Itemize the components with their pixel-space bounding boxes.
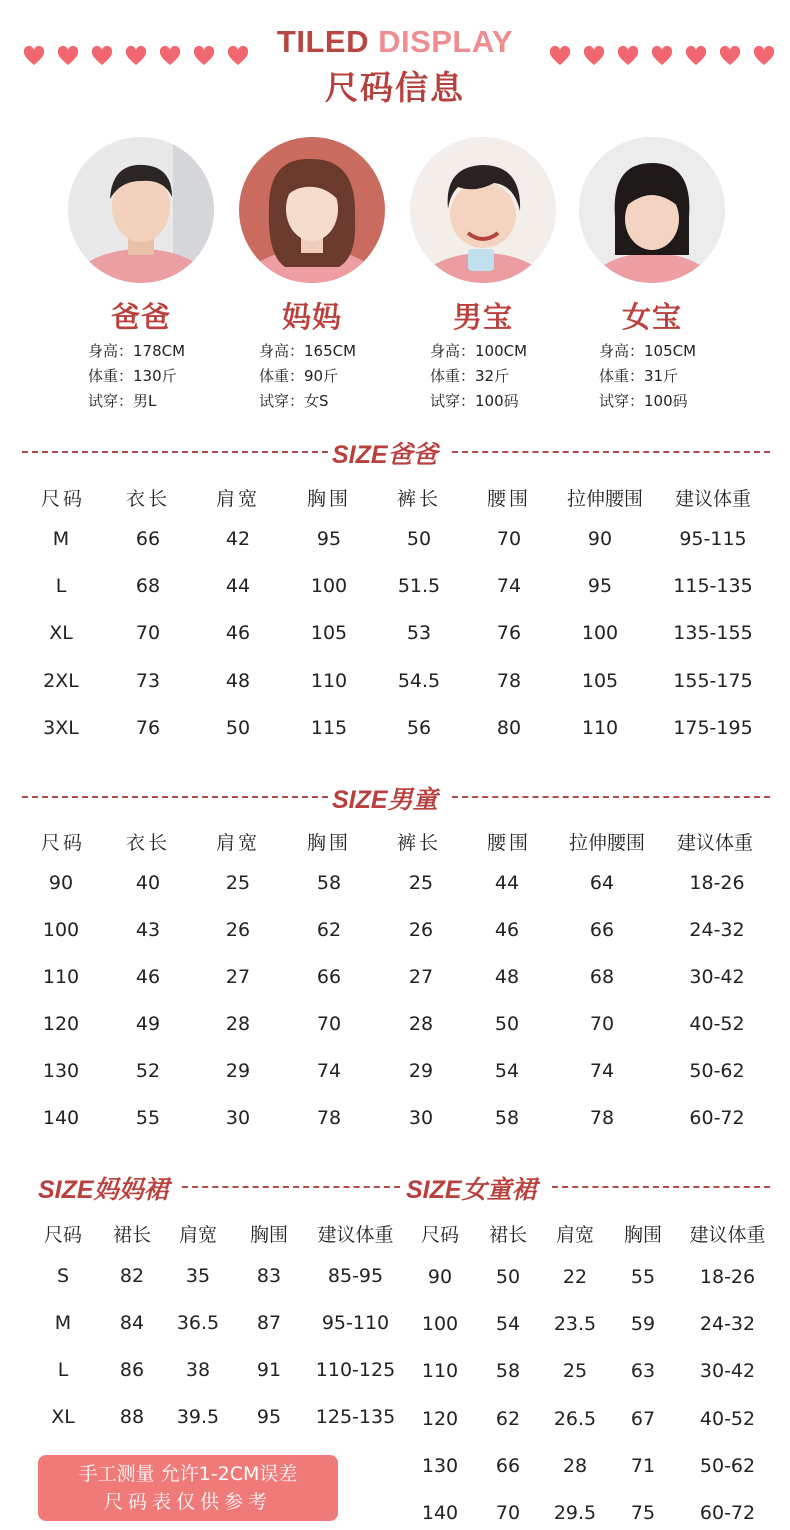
model-tried: 试穿：100码 <box>599 392 688 410</box>
model-role: 男宝 <box>452 300 513 334</box>
note-line-2: 尺码表仅供参考 <box>103 1491 272 1513</box>
table-cell: 100 <box>421 1313 459 1335</box>
table-cell: 110 <box>310 670 348 692</box>
model-stats <box>259 339 356 414</box>
table-header-row <box>400 1220 790 1250</box>
table-cell: 58 <box>316 872 342 894</box>
table-cell: 63 <box>630 1360 656 1382</box>
table-row <box>400 1309 790 1339</box>
table-cell: 90 <box>587 528 613 550</box>
model-role: 爸爸 <box>110 300 171 334</box>
table-cell: L <box>57 1359 69 1381</box>
header-cell: 衣长 <box>125 832 170 854</box>
table-cell: 87 <box>256 1312 282 1334</box>
table-cell: 26 <box>408 919 434 941</box>
table-cell: 24-32 <box>689 919 745 941</box>
model-height: 身高：105CM <box>599 342 697 360</box>
avatar <box>579 137 725 283</box>
table-cell: 50 <box>225 717 251 739</box>
header-cell: 胸围 <box>306 488 351 510</box>
table-cell: M <box>52 528 70 550</box>
dashed-divider <box>22 796 328 798</box>
girl-photo <box>579 137 725 283</box>
table-cell: 110 <box>421 1360 459 1382</box>
table-cell: 25 <box>225 872 251 894</box>
table-cell: 27 <box>225 966 251 988</box>
table-cell: 120 <box>421 1408 459 1430</box>
table-cell: 80 <box>496 717 522 739</box>
table-row <box>0 1402 410 1432</box>
table-cell: 64 <box>589 872 615 894</box>
table-cell: 100 <box>310 575 348 597</box>
table-cell: 30 <box>225 1107 251 1129</box>
table-cell: 55 <box>135 1107 161 1129</box>
table-cell: M <box>54 1312 72 1334</box>
table-row <box>0 1009 790 1039</box>
table-cell: 74 <box>316 1060 342 1082</box>
header-cell: 裙长 <box>112 1224 151 1246</box>
table-cell: 40-52 <box>689 1013 745 1035</box>
table-cell: 18-26 <box>689 872 745 894</box>
header-title-en <box>0 24 790 60</box>
table-cell: 46 <box>494 919 520 941</box>
table-cell: 18-26 <box>699 1266 756 1288</box>
table-row <box>0 1056 790 1086</box>
table-cell: 24-32 <box>699 1313 756 1335</box>
table-cell: 50 <box>495 1266 521 1288</box>
table-cell: 46 <box>225 622 251 644</box>
table-cell: 140 <box>421 1502 459 1524</box>
header-cell: 肩宽 <box>215 832 260 854</box>
table-cell: 54 <box>495 1313 521 1335</box>
header-cell: 胸围 <box>306 832 351 854</box>
table-cell: 155-175 <box>673 670 753 692</box>
table-cell: 86 <box>119 1359 145 1381</box>
table-cell: 95 <box>256 1406 282 1428</box>
table-cell: 40-52 <box>699 1408 756 1430</box>
table-cell: 66 <box>589 919 615 941</box>
table-cell: 35 <box>185 1265 211 1287</box>
model-tried: 试穿：100码 <box>430 392 519 410</box>
table-cell: S <box>56 1265 70 1287</box>
table-cell: 100 <box>42 919 80 941</box>
model-role: 女宝 <box>621 300 682 334</box>
table-cell: 110 <box>42 966 80 988</box>
table-row <box>0 1308 410 1338</box>
girl-size-table <box>400 1220 790 1530</box>
table-cell: 76 <box>135 717 161 739</box>
model-weight: 体重：31斤 <box>599 367 679 385</box>
table-cell: 28 <box>562 1455 588 1477</box>
mom-size-table <box>0 1220 410 1440</box>
table-cell: L <box>55 575 67 597</box>
avatar <box>410 137 556 283</box>
model-weight: 体重：32斤 <box>430 367 510 385</box>
table-cell: 70 <box>495 1502 521 1524</box>
table-cell: 53 <box>406 622 432 644</box>
table-cell: 95 <box>587 575 613 597</box>
table-cell: 66 <box>135 528 161 550</box>
model-height: 身高：178CM <box>88 342 186 360</box>
table-cell: 110 <box>581 717 619 739</box>
header-title-cn: 尺码信息 <box>325 68 465 107</box>
model-height: 身高：100CM <box>430 342 528 360</box>
table-row <box>0 618 790 648</box>
table-row <box>0 1103 790 1133</box>
model-weight: 体重：90斤 <box>259 367 339 385</box>
dashed-divider <box>452 796 770 798</box>
table-cell: 51.5 <box>397 575 441 597</box>
table-cell: 95 <box>316 528 342 550</box>
table-row <box>0 868 790 898</box>
table-cell: 130 <box>421 1455 459 1477</box>
table-cell: 23.5 <box>553 1313 597 1335</box>
table-cell: 73 <box>135 670 161 692</box>
dashed-divider <box>552 1186 770 1188</box>
table-cell: 50 <box>406 528 432 550</box>
table-row <box>0 1261 410 1291</box>
table-header-row <box>0 1220 410 1250</box>
table-cell: 48 <box>225 670 251 692</box>
table-cell: 54.5 <box>397 670 441 692</box>
table-cell: 60-72 <box>699 1502 756 1524</box>
table-cell: 70 <box>316 1013 342 1035</box>
model-tried: 试穿：女S <box>259 392 329 410</box>
table-cell: 39.5 <box>176 1406 220 1428</box>
table-cell: 29.5 <box>553 1502 597 1524</box>
table-cell: 71 <box>630 1455 656 1477</box>
table-cell: 2XL <box>43 670 79 692</box>
table-cell: 91 <box>256 1359 282 1381</box>
table-cell: 68 <box>589 966 615 988</box>
table-cell: 84 <box>119 1312 145 1334</box>
header-cell: 尺码 <box>420 1224 459 1246</box>
table-row <box>400 1498 790 1528</box>
table-cell: 36.5 <box>176 1312 220 1334</box>
header-cell: 尺码 <box>40 832 85 854</box>
table-cell: 30-42 <box>699 1360 756 1382</box>
table-row <box>400 1356 790 1386</box>
mom-photo <box>239 137 385 283</box>
table-cell: 3XL <box>43 717 79 739</box>
table-cell: 115 <box>310 717 348 739</box>
table-row <box>400 1404 790 1434</box>
table-cell: 26.5 <box>553 1408 597 1430</box>
table-cell: 50 <box>494 1013 520 1035</box>
dashed-divider <box>22 451 328 453</box>
boy-photo <box>410 137 556 283</box>
table-cell: 75 <box>630 1502 656 1524</box>
model-tried: 试穿：男L <box>88 392 157 410</box>
table-cell: 54 <box>494 1060 520 1082</box>
header-cell: 衣长 <box>125 488 170 510</box>
table-cell: 30 <box>408 1107 434 1129</box>
model-stats <box>599 339 696 414</box>
table-header-row <box>0 828 790 858</box>
table-cell: 95-110 <box>321 1312 390 1334</box>
table-cell: 67 <box>630 1408 656 1430</box>
dashed-divider <box>452 451 770 453</box>
dad-size-table <box>0 484 790 744</box>
table-cell: 74 <box>496 575 522 597</box>
table-row <box>0 915 790 945</box>
header-cell: 建议体重 <box>317 1224 394 1246</box>
boy-table-title: SIZE男童 <box>332 786 438 814</box>
note-line-1: 手工测量 允许1-2CM误差 <box>78 1463 298 1485</box>
boy-size-table <box>0 828 790 1138</box>
table-cell: 70 <box>496 528 522 550</box>
table-cell: 55 <box>630 1266 656 1288</box>
header-cell: 胸围 <box>249 1224 288 1246</box>
table-cell: 27 <box>408 966 434 988</box>
dad-table-title: SIZE爸爸 <box>332 441 438 469</box>
header-cell: 建议体重 <box>674 488 751 510</box>
table-cell: 59 <box>630 1313 656 1335</box>
table-cell: 56 <box>406 717 432 739</box>
table-cell: 28 <box>408 1013 434 1035</box>
table-cell: 105 <box>581 670 619 692</box>
header-cell: 尺码 <box>40 488 85 510</box>
table-cell: 85-95 <box>327 1265 384 1287</box>
table-cell: XL <box>51 1406 75 1428</box>
table-cell: 83 <box>256 1265 282 1287</box>
table-cell: 66 <box>316 966 342 988</box>
header-title-en-part2: DISPLAY <box>378 24 514 59</box>
table-row <box>400 1451 790 1481</box>
table-cell: 40 <box>135 872 161 894</box>
header-title-en-part1: TILED <box>276 24 379 59</box>
section-title-dad <box>0 435 790 469</box>
header-cell: 裤长 <box>396 832 441 854</box>
header-cell: 裤长 <box>396 488 441 510</box>
table-cell: 105 <box>310 622 348 644</box>
table-row <box>0 713 790 743</box>
table-cell: 135-155 <box>673 622 753 644</box>
header-cell: 尺码 <box>43 1224 82 1246</box>
header-cell: 胸围 <box>623 1224 662 1246</box>
table-cell: 130 <box>42 1060 80 1082</box>
table-cell: 49 <box>135 1013 161 1035</box>
table-cell: 25 <box>408 872 434 894</box>
table-cell: 66 <box>495 1455 521 1477</box>
table-cell: 70 <box>135 622 161 644</box>
table-cell: 76 <box>496 622 522 644</box>
table-cell: 62 <box>316 919 342 941</box>
table-cell: 120 <box>42 1013 80 1035</box>
table-cell: 78 <box>496 670 522 692</box>
girl-table-title: SIZE女童裙 <box>406 1176 537 1204</box>
header-cell: 腰围 <box>486 488 531 510</box>
table-cell: 52 <box>135 1060 161 1082</box>
table-cell: 100 <box>581 622 619 644</box>
table-cell: 110-125 <box>315 1359 396 1381</box>
table-cell: 29 <box>408 1060 434 1082</box>
table-row <box>0 1355 410 1385</box>
avatar <box>68 137 214 283</box>
table-row <box>0 666 790 696</box>
measurement-note-badge <box>38 1455 338 1521</box>
table-cell: 70 <box>589 1013 615 1035</box>
table-header-row <box>0 484 790 514</box>
model-stats <box>88 339 185 414</box>
table-row <box>0 571 790 601</box>
table-cell: 62 <box>495 1408 521 1430</box>
model-height: 身高：165CM <box>259 342 357 360</box>
table-cell: 42 <box>225 528 251 550</box>
header-cell: 腰围 <box>486 832 531 854</box>
table-row <box>400 1262 790 1292</box>
table-cell: 88 <box>119 1406 145 1428</box>
table-cell: 30-42 <box>689 966 745 988</box>
model-weight: 体重：130斤 <box>88 367 177 385</box>
table-cell: 46 <box>135 966 161 988</box>
table-cell: 44 <box>494 872 520 894</box>
table-row <box>0 524 790 554</box>
section-title-mom <box>0 1170 400 1204</box>
table-cell: 48 <box>494 966 520 988</box>
dashed-divider <box>182 1186 400 1188</box>
table-cell: 125-135 <box>315 1406 396 1428</box>
table-cell: 58 <box>495 1360 521 1382</box>
dad-photo <box>68 137 214 283</box>
table-cell: 29 <box>225 1060 251 1082</box>
header-cell: 建议体重 <box>676 832 753 854</box>
table-cell: 50-62 <box>699 1455 756 1477</box>
table-cell: 95-115 <box>679 528 747 550</box>
table-cell: 38 <box>185 1359 211 1381</box>
section-title-girl <box>400 1170 790 1204</box>
table-cell: 50-62 <box>689 1060 745 1082</box>
table-cell: 28 <box>225 1013 251 1035</box>
table-cell: 58 <box>494 1107 520 1129</box>
header-cell: 建议体重 <box>689 1224 766 1246</box>
section-title-boy <box>0 780 790 814</box>
table-cell: 90 <box>427 1266 453 1288</box>
table-cell: 140 <box>42 1107 80 1129</box>
table-cell: 78 <box>316 1107 342 1129</box>
table-cell: 82 <box>119 1265 145 1287</box>
mom-table-title: SIZE妈妈裙 <box>38 1176 169 1204</box>
table-cell: XL <box>49 622 73 644</box>
model-role: 妈妈 <box>281 300 342 334</box>
header-cell: 肩宽 <box>555 1224 594 1246</box>
table-cell: 60-72 <box>689 1107 745 1129</box>
table-cell: 115-135 <box>673 575 753 597</box>
table-cell: 22 <box>562 1266 588 1288</box>
table-cell: 44 <box>225 575 251 597</box>
table-cell: 25 <box>562 1360 588 1382</box>
table-cell: 78 <box>589 1107 615 1129</box>
header-cell: 拉伸腰围 <box>568 832 645 854</box>
header-cell: 肩宽 <box>215 488 260 510</box>
table-cell: 74 <box>589 1060 615 1082</box>
table-cell: 43 <box>135 919 161 941</box>
header-cell: 拉伸腰围 <box>566 488 643 510</box>
table-cell: 90 <box>48 872 74 894</box>
table-cell: 26 <box>225 919 251 941</box>
avatar <box>239 137 385 283</box>
table-cell: 68 <box>135 575 161 597</box>
header-cell: 裙长 <box>488 1224 527 1246</box>
model-stats <box>430 339 527 414</box>
table-cell: 175-195 <box>673 717 753 739</box>
table-row <box>0 962 790 992</box>
header-cell: 肩宽 <box>178 1224 217 1246</box>
